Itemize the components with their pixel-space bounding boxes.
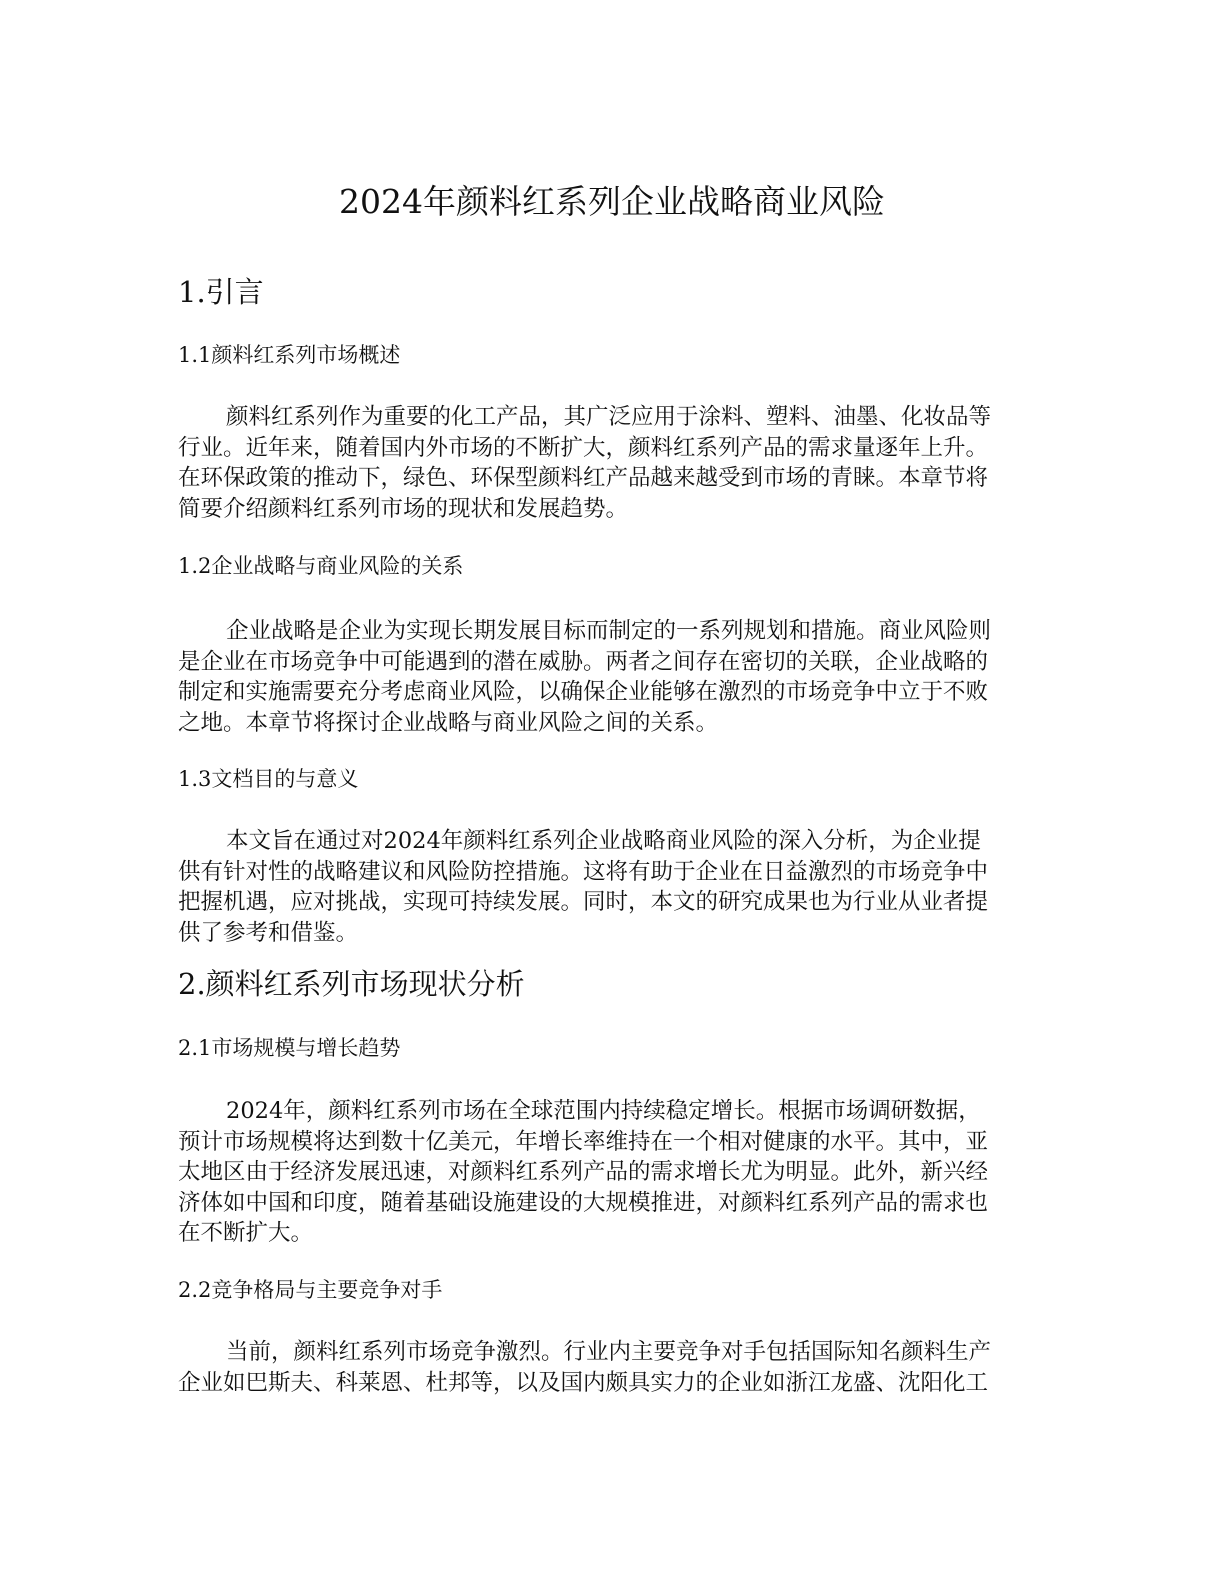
paragraph-line: 供了参考和借鉴。 (178, 919, 359, 946)
section-1-heading: 1.引言 (178, 275, 264, 309)
paragraph-line: 制定和实施需要充分考虑商业风险，以确保企业能够在激烈的市场竞争中立于不败 (178, 679, 989, 705)
section-1-1-paragraph (178, 402, 1040, 524)
paragraph-line: 简要介绍颜料红系列市场的现状和发展趋势。 (178, 495, 629, 522)
paragraph-line: 企业如巴斯夫、科莱恩、杜邦等，以及国内颇具实力的企业如浙江龙盛、沈阳化工 (178, 1369, 989, 1396)
section-1-2-heading: 1.2企业战略与商业风险的关系 (178, 554, 464, 578)
section-1-3-heading: 1.3文档目的与意义 (178, 767, 359, 791)
section-2-1-heading: 2.1市场规模与增长趋势 (178, 1036, 401, 1060)
paragraph-line: 把握机遇，应对挑战，实现可持续发展。同时，本文的研究成果也为行业从业者提 (178, 889, 989, 915)
paragraph-line: 当前，颜料红系列市场竞争激烈。行业内主要竞争对手包括国际知名颜料生产 (226, 1339, 992, 1365)
section-2-1-paragraph (178, 1096, 1040, 1249)
paragraph-line: 颜料红系列作为重要的化工产品，其广泛应用于涂料、塑料、油墨、化妆品等 (226, 404, 992, 430)
paragraph-line: 企业战略是企业为实现长期发展目标而制定的一系列规划和措施。商业风险则 (226, 618, 992, 644)
section-2-2-paragraph (178, 1337, 1040, 1398)
paragraph-line: 供有针对性的战略建议和风险防控措施。这将有助于企业在日益激烈的市场竞争中 (178, 858, 989, 885)
paragraph-line: 预计市场规模将达到数十亿美元，年增长率维持在一个相对健康的水平。其中，亚 (178, 1128, 989, 1155)
paragraph-line: 在不断扩大。 (178, 1220, 314, 1246)
section-1-2-paragraph (178, 616, 1040, 738)
paragraph-line: 行业。近年来，随着国内外市场的不断扩大，颜料红系列产品的需求量逐年上升。 (178, 434, 989, 461)
paragraph-line: 在环保政策的推动下，绿色、环保型颜料红产品越来越受到市场的青睐。本章节将 (178, 465, 989, 491)
paragraph-line: 济体如中国和印度，随着基础设施建设的大规模推进，对颜料红系列产品的需求也 (178, 1189, 989, 1216)
paragraph-line: 之地。本章节将探讨企业战略与商业风险之间的关系。 (178, 709, 719, 736)
paragraph-line: 本文旨在通过对2024年颜料红系列企业战略商业风险的深入分析，为企业提 (226, 828, 981, 854)
paragraph-line: 是企业在市场竞争中可能遇到的潜在威胁。两者之间存在密切的关联，企业战略的 (178, 648, 989, 675)
section-2-2-heading: 2.2竞争格局与主要竞争对手 (178, 1278, 443, 1302)
document-title: 2024年颜料红系列企业战略商业风险 (339, 182, 885, 221)
section-1-1-heading: 1.1颜料红系列市场概述 (178, 343, 401, 367)
section-2-heading: 2.颜料红系列市场现状分析 (178, 967, 525, 1001)
paragraph-line: 太地区由于经济发展迅速，对颜料红系列产品的需求增长尤为明显。此外，新兴经 (178, 1159, 989, 1185)
paragraph-line: 2024年，颜料红系列市场在全球范围内持续稳定增长。根据市场调研数据， (226, 1098, 981, 1124)
section-1-3-paragraph (178, 826, 1040, 948)
